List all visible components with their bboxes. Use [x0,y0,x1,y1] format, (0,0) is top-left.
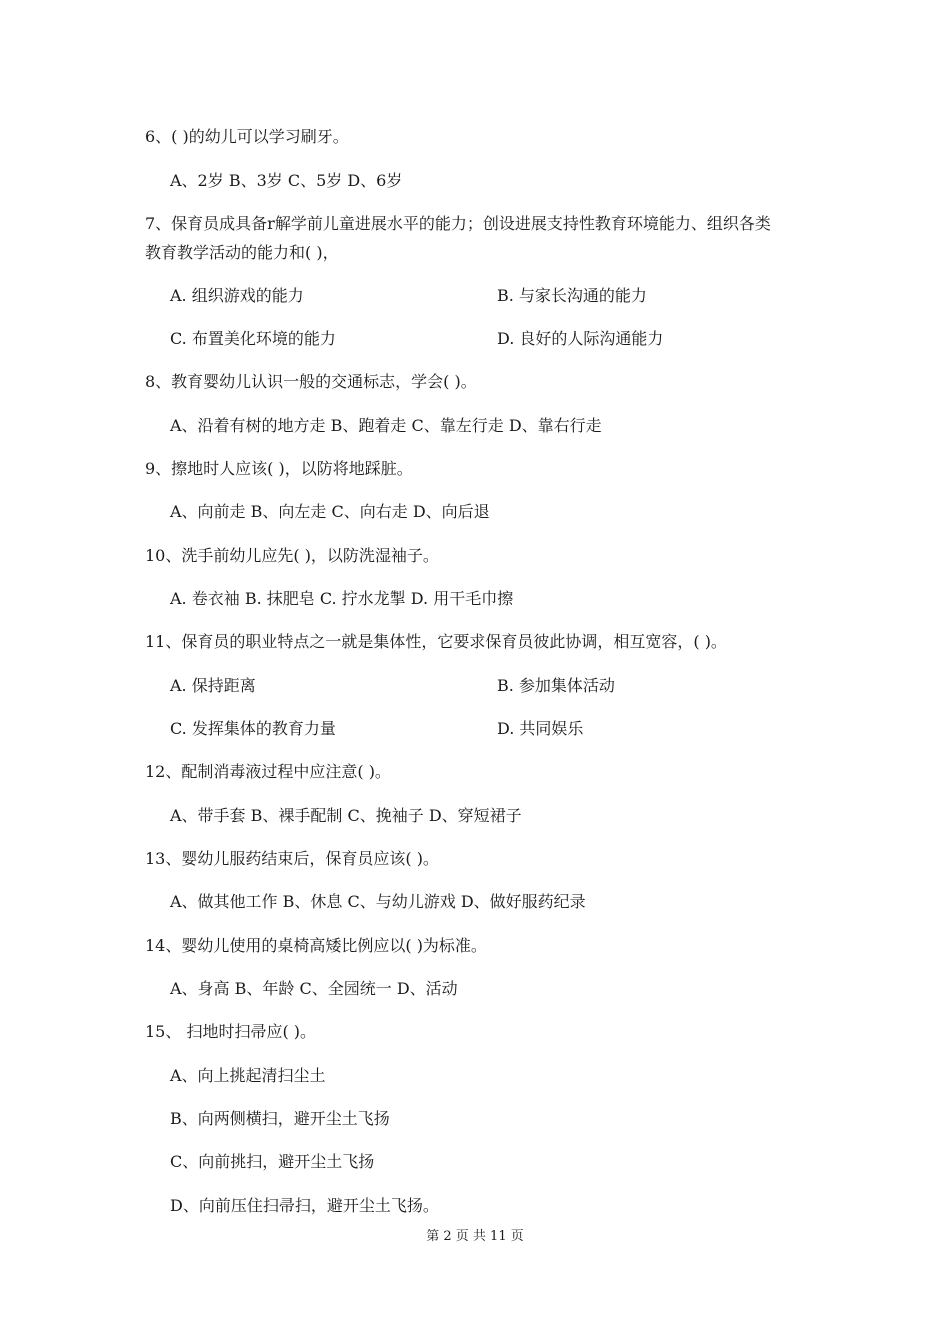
question-10-options: A. 卷衣袖 B. 抹肥皂 C. 拧水龙掣 D. 用干毛巾擦 [170,589,514,608]
question-14-options: A、身高 B、年龄 C、全园统一 D、活动 [170,979,458,998]
question-7-option-c: C. 布置美化环境的能力 [170,329,336,348]
question-9-stem: 9、擦地时人应该( )，以防将地踩脏。 [145,459,413,478]
question-15-option-a: A、向上挑起清扫尘土 [170,1066,326,1085]
question-11-option-a: A. 保持距离 [170,676,256,695]
question-12-options: A、带手套 B、裸手配制 C、挽袖子 D、穿短裙子 [170,806,522,825]
question-6-stem: 6、( )的幼儿可以学习刷牙。 [145,127,349,146]
question-7-stem-line1: 7、保育员成具备r解学前儿童进展水平的能力；创设进展支持性教育环境能力、组织各类 [145,214,771,233]
question-15-option-c: C、向前挑扫，避开尘土飞扬 [170,1152,375,1171]
question-13-stem: 13、婴幼儿服药结束后，保育员应该( )。 [145,849,439,868]
question-15-option-d: D、向前压住扫帚扫，避开尘土飞扬。 [170,1196,439,1215]
question-10-stem: 10、洗手前幼儿应先( )，以防洗湿袖子。 [145,546,439,565]
page-footer: 第 2 页 共 11 页 [426,1229,524,1244]
question-13-options: A、做其他工作 B、休息 C、与幼儿游戏 D、做好服药纪录 [170,892,586,911]
question-7-stem-line2: 教育教学活动的能力和( )， [145,243,339,262]
question-11-option-d: D. 共同娱乐 [497,719,584,738]
question-12-stem: 12、配制消毒液过程中应注意( )。 [145,762,391,781]
question-11-stem: 11、保育员的职业特点之一就是集体性，它要求保育员彼此协调，相互宽容，( )。 [145,632,727,651]
question-7-option-a: A. 组织游戏的能力 [170,286,304,305]
question-7-option-b: B. 与家长沟通的能力 [497,286,647,305]
question-8-options: A、沿着有树的地方走 B、跑着走 C、靠左行走 D、靠右行走 [170,416,602,435]
question-11-option-b: B. 参加集体活动 [497,676,615,695]
question-14-stem: 14、婴幼儿使用的桌椅高矮比例应以( )为标准。 [145,936,487,955]
question-8-stem: 8、教育婴幼儿认识一般的交通标志，学会( )。 [145,372,477,391]
question-9-options: A、向前走 B、向左走 C、向右走 D、向后退 [170,502,490,521]
question-15-option-b: B、向两侧横扫，避开尘土飞扬 [170,1109,390,1128]
question-6-options: A、2岁 B、3岁 C、5岁 D、6岁 [170,171,403,190]
question-15-stem: 15、 扫地时扫帚应( )。 [145,1022,317,1041]
question-11-option-c: C. 发挥集体的教育力量 [170,719,336,738]
question-7-option-d: D. 良好的人际沟通能力 [497,329,664,348]
